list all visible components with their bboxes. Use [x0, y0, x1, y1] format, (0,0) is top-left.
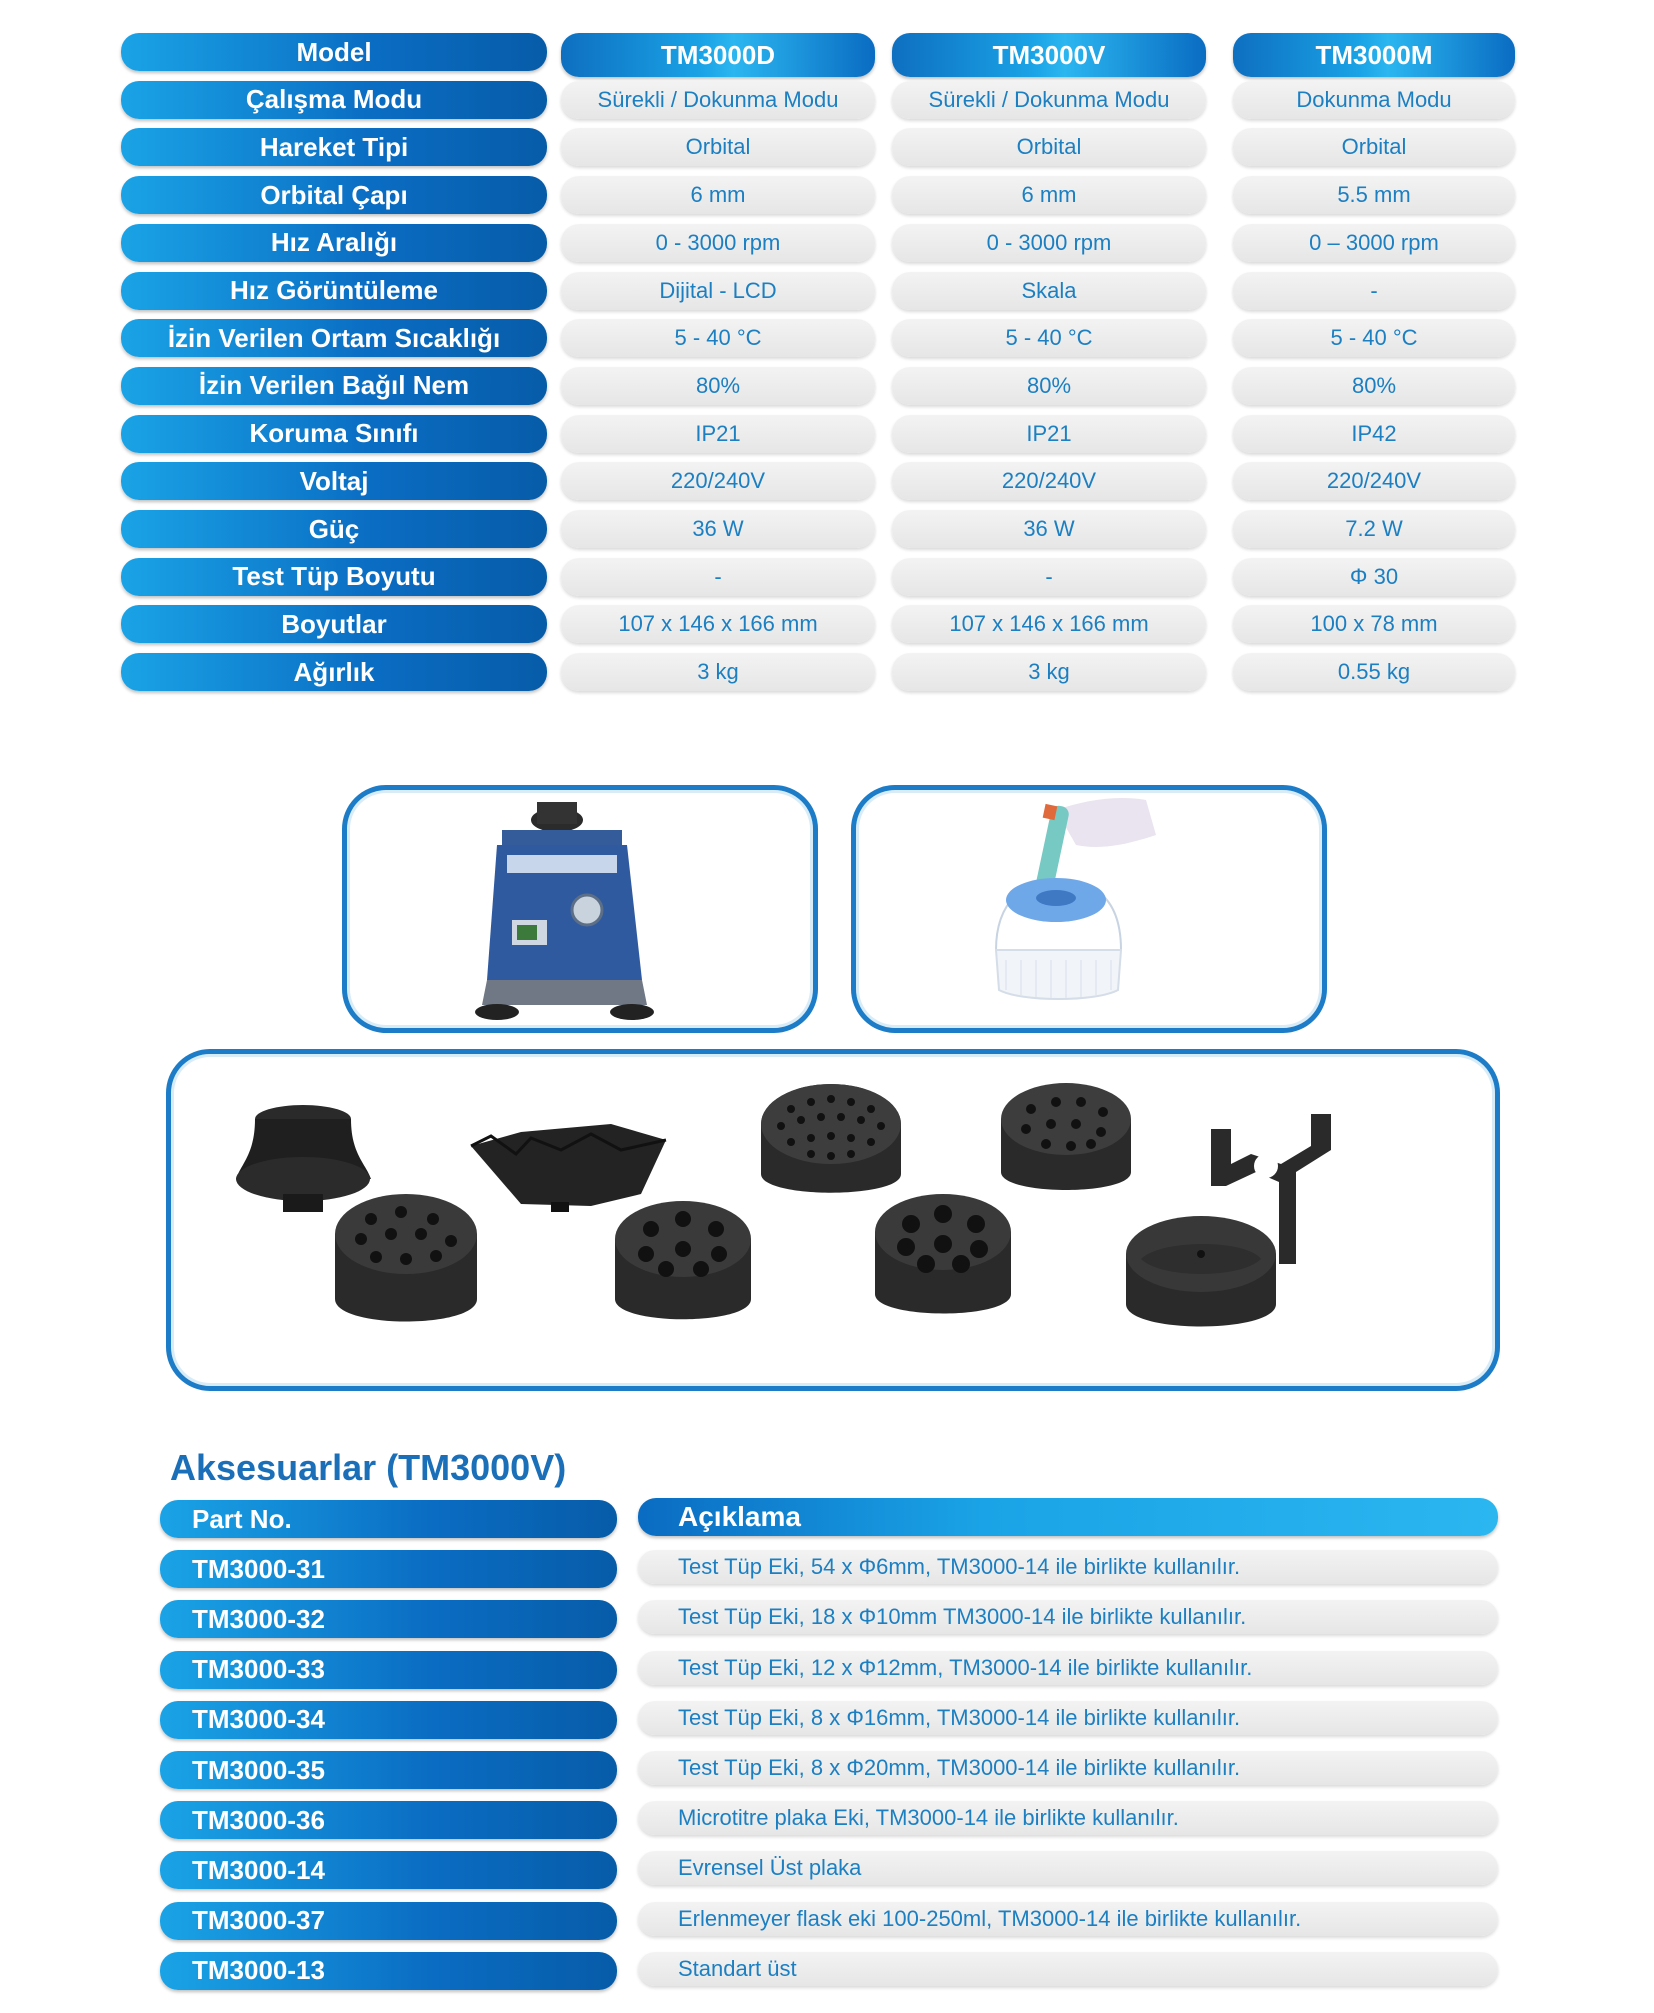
- vortex-mixer-image: [347, 790, 813, 1028]
- part-number: TM3000-37: [160, 1902, 617, 1940]
- spec-value: -: [561, 558, 875, 596]
- flat-tray-icon: [471, 1124, 666, 1212]
- spec-value: 220/240V: [1233, 462, 1515, 500]
- spec-label: Voltaj: [121, 462, 547, 500]
- spec-value: 36 W: [561, 510, 875, 548]
- spec-value: 36 W: [892, 510, 1206, 548]
- spec-value: -: [892, 558, 1206, 596]
- part-description: Standart üst: [638, 1952, 1498, 1986]
- spec-value: 0.55 kg: [1233, 653, 1515, 691]
- spec-value: 5 - 40 °C: [892, 319, 1206, 357]
- spec-value: Sürekli / Dokunma Modu: [561, 81, 875, 119]
- spec-value: Dokunma Modu: [1233, 81, 1515, 119]
- spec-value: Skala: [892, 272, 1206, 310]
- spec-label: Hız Görüntüleme: [121, 272, 547, 310]
- spec-value: 80%: [561, 367, 875, 405]
- spec-value: 0 - 3000 rpm: [561, 224, 875, 262]
- spec-value: IP42: [1233, 415, 1515, 453]
- part-number: TM3000-34: [160, 1701, 617, 1739]
- insert-18-icon: [1001, 1083, 1131, 1190]
- part-description: Test Tüp Eki, 18 x Φ10mm TM3000-14 ile birlikte kullanılır.: [638, 1600, 1498, 1634]
- model-header-tm3000d: TM3000D: [561, 33, 875, 77]
- spec-value: Orbital: [561, 128, 875, 166]
- part-description: Microtitre plaka Eki, TM3000-14 ile birlikte kullanılır.: [638, 1801, 1498, 1835]
- spec-label: Güç: [121, 510, 547, 548]
- description-header: Açıklama: [638, 1498, 1498, 1536]
- spec-label: Çalışma Modu: [121, 81, 547, 119]
- spec-label: İzin Verilen Ortam Sıcaklığı: [121, 319, 547, 357]
- part-number: TM3000-14: [160, 1851, 617, 1889]
- spec-value: 100 x 78 mm: [1233, 605, 1515, 643]
- spec-value: 7.2 W: [1233, 510, 1515, 548]
- spec-label: Model: [121, 33, 547, 71]
- spec-value: Orbital: [892, 128, 1206, 166]
- product-photo-frame-2: [851, 785, 1327, 1033]
- accessories-photo-frame: [166, 1049, 1500, 1391]
- spec-value: 107 x 146 x 166 mm: [892, 605, 1206, 643]
- spec-label: Ağırlık: [121, 653, 547, 691]
- part-number: TM3000-33: [160, 1651, 617, 1689]
- part-no-header: Part No.: [160, 1500, 617, 1538]
- part-description: Test Tüp Eki, 54 x Φ6mm, TM3000-14 ile birlikte kullanılır.: [638, 1550, 1498, 1584]
- insert-8a-icon: [615, 1201, 751, 1319]
- spec-value: Φ 30: [1233, 558, 1515, 596]
- cup-head-icon: [236, 1105, 371, 1212]
- spec-value: 6 mm: [561, 176, 875, 214]
- part-description: Erlenmeyer flask eki 100-250ml, TM3000-14 ile birlikte kullanılır.: [638, 1902, 1498, 1936]
- spec-value: Dijital - LCD: [561, 272, 875, 310]
- model-header-tm3000v: TM3000V: [892, 33, 1206, 77]
- universal-plate-icon: [1126, 1216, 1276, 1327]
- spec-value: 0 – 3000 rpm: [1233, 224, 1515, 262]
- spec-value: 80%: [892, 367, 1206, 405]
- spec-value: 3 kg: [561, 653, 875, 691]
- spec-value: 220/240V: [892, 462, 1206, 500]
- spec-value: IP21: [561, 415, 875, 453]
- spec-value: IP21: [892, 415, 1206, 453]
- spec-value: Orbital: [1233, 128, 1515, 166]
- part-number: TM3000-13: [160, 1952, 617, 1990]
- spec-value: 6 mm: [892, 176, 1206, 214]
- spec-label: Test Tüp Boyutu: [121, 558, 547, 596]
- part-description: Test Tüp Eki, 12 x Φ12mm, TM3000-14 ile birlikte kullanılır.: [638, 1651, 1498, 1685]
- part-description: Test Tüp Eki, 8 x Φ16mm, TM3000-14 ile birlikte kullanılır.: [638, 1701, 1498, 1735]
- spec-label: Hareket Tipi: [121, 128, 547, 166]
- spec-label: Koruma Sınıfı: [121, 415, 547, 453]
- spec-value: 5 - 40 °C: [1233, 319, 1515, 357]
- spec-value: 107 x 146 x 166 mm: [561, 605, 875, 643]
- spec-value: 5 - 40 °C: [561, 319, 875, 357]
- part-description: Test Tüp Eki, 8 x Φ20mm, TM3000-14 ile birlikte kullanılır.: [638, 1751, 1498, 1785]
- part-number: TM3000-32: [160, 1600, 617, 1638]
- part-number: TM3000-36: [160, 1801, 617, 1839]
- spec-label: Boyutlar: [121, 605, 547, 643]
- part-number: TM3000-35: [160, 1751, 617, 1789]
- accessories-title: Aksesuarlar (TM3000V): [170, 1447, 567, 1488]
- spec-label: Hız Aralığı: [121, 224, 547, 262]
- spec-value: -: [1233, 272, 1515, 310]
- spec-value: 220/240V: [561, 462, 875, 500]
- insert-8b-icon: [875, 1194, 1011, 1314]
- spec-value: 80%: [1233, 367, 1515, 405]
- spec-value: 3 kg: [892, 653, 1206, 691]
- product-photo-frame-1: [342, 785, 818, 1033]
- spec-label: Orbital Çapı: [121, 176, 547, 214]
- part-number: TM3000-31: [160, 1550, 617, 1588]
- mini-vortex-image: [856, 790, 1322, 1028]
- spec-value: 5.5 mm: [1233, 176, 1515, 214]
- spec-label: İzin Verilen Bağıl Nem: [121, 367, 547, 405]
- model-header-tm3000m: TM3000M: [1233, 33, 1515, 77]
- accessories-image: [171, 1054, 1495, 1386]
- part-description: Evrensel Üst plaka: [638, 1851, 1498, 1885]
- insert-12-icon: [335, 1194, 477, 1322]
- spec-value: 0 - 3000 rpm: [892, 224, 1206, 262]
- spec-value: Sürekli / Dokunma Modu: [892, 81, 1206, 119]
- insert-54-icon: [761, 1084, 901, 1193]
